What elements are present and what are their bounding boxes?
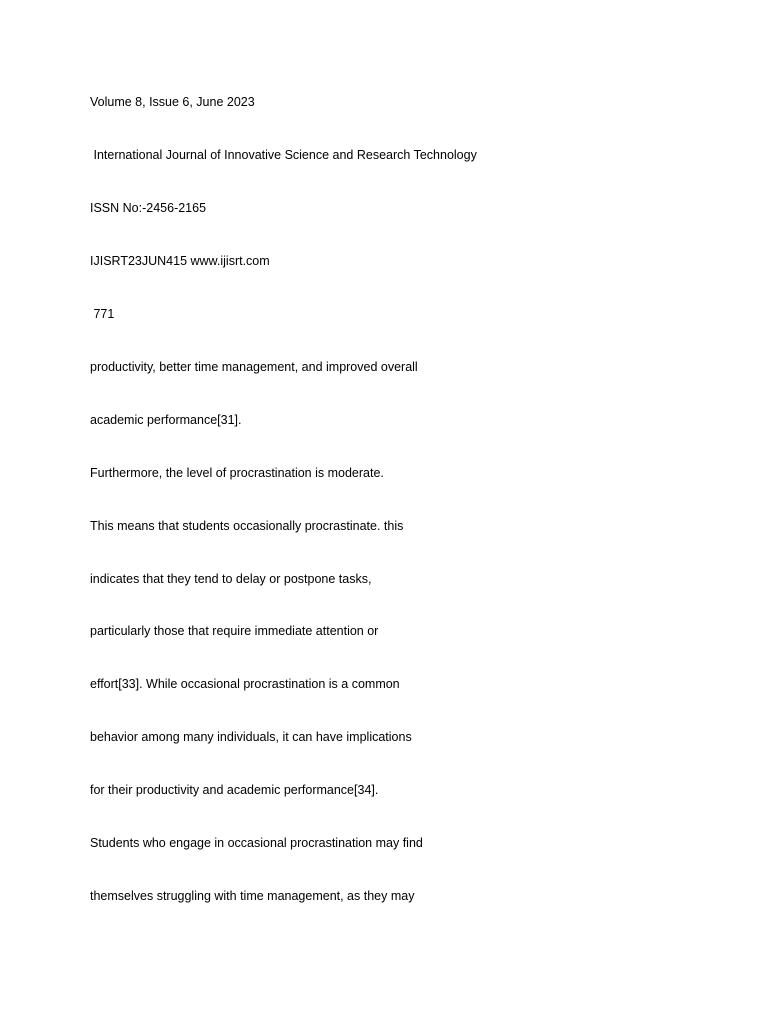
body-line: academic performance[31]. [90,413,242,427]
body-line: Students who engage in occasional procrastination may find [90,836,423,850]
body-line: behavior among many individuals, it can have implications [90,730,412,744]
header-volume: Volume 8, Issue 6, June 2023 [90,95,255,109]
body-line: indicates that they tend to delay or postpone tasks, [90,572,372,586]
header-journal-title: International Journal of Innovative Science and Research Technology [90,148,477,162]
header-id-url: IJISRT23JUN415 www.ijisrt.com [90,254,270,268]
body-line: particularly those that require immediate attention or [90,624,379,638]
body-line: This means that students occasionally procrastinate. this [90,519,404,533]
body-line: for their productivity and academic performance[34]. [90,783,379,797]
body-line: effort[33]. While occasional procrastination is a common [90,677,400,691]
body-line: Furthermore, the level of procrastination is moderate. [90,466,384,480]
page-number: 771 [90,307,115,321]
body-line: productivity, better time management, and improved overall [90,360,418,374]
body-line: themselves struggling with time management, as they may [90,889,415,903]
header-issn: ISSN No:-2456-2165 [90,201,207,215]
